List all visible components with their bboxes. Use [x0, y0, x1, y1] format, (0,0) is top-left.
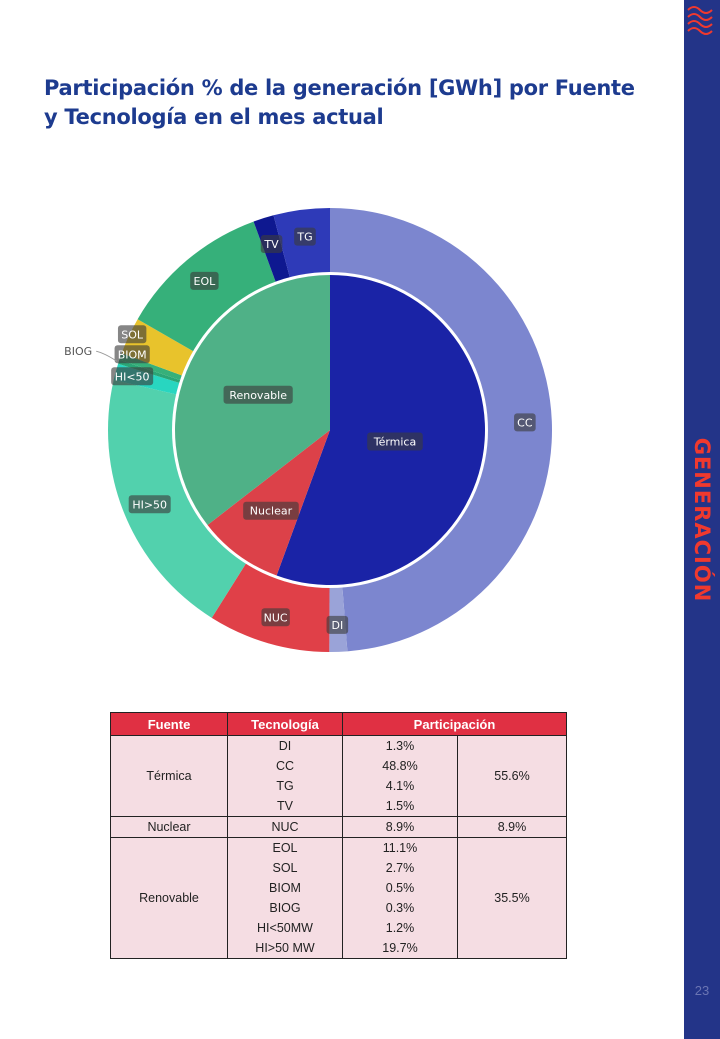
cell-participacion: 0.3% [343, 898, 458, 918]
label-nuclear [243, 502, 299, 520]
label-biom-text: BIOM [117, 348, 147, 362]
cell-tecnologia: SOL [228, 858, 343, 878]
cell-total: 8.9% [458, 817, 567, 838]
label-tv-text: TV [264, 237, 279, 251]
waves-logo-icon [684, 0, 720, 40]
nested-donut-chart [0, 150, 684, 700]
biog-leader-line [96, 351, 117, 361]
cell-total: 55.6% [458, 736, 567, 817]
cell-participacion: 1.5% [343, 796, 458, 817]
cell-participacion: 4.1% [343, 776, 458, 796]
cell-participacion: 0.5% [343, 878, 458, 898]
cell-fuente: Renovable [111, 838, 228, 959]
label-tg [294, 228, 316, 246]
label-sol [118, 325, 146, 343]
header-tecnologia: Tecnología [228, 713, 343, 736]
label-cc [514, 413, 536, 431]
label-t-rmica-text: Térmica [373, 435, 417, 449]
table-row [111, 838, 567, 859]
label-sol-text: SOL [121, 328, 144, 342]
label-renovable-text: Renovable [229, 388, 288, 402]
cell-fuente: Nuclear [111, 817, 228, 838]
inner-pie [175, 275, 485, 585]
cell-participacion: 2.7% [343, 858, 458, 878]
label-tg-text: TG [297, 230, 313, 244]
label-biog: BIOG [64, 345, 93, 359]
section-label: GENERACIÓN [690, 437, 714, 603]
label-higt50 [129, 495, 171, 513]
cell-tecnologia: DI [228, 736, 343, 757]
label-cc-text: CC [517, 416, 533, 430]
label-nuclear-text: Nuclear [249, 504, 293, 518]
cell-participacion: 48.8% [343, 756, 458, 776]
table-row [111, 736, 567, 757]
label-eol [190, 272, 218, 290]
table-body [111, 736, 567, 959]
table-header-row [111, 713, 567, 736]
page-number: 23 [694, 983, 710, 998]
label-nuc [261, 608, 289, 626]
cell-total: 35.5% [458, 838, 567, 959]
cell-participacion: 1.3% [343, 736, 458, 757]
label-di [327, 616, 349, 634]
page-title [44, 74, 644, 132]
cell-tecnologia: TV [228, 796, 343, 817]
cell-tecnologia: HI>50 MW [228, 938, 343, 959]
label-hilt50-text: HI<50 [114, 370, 150, 384]
cell-tecnologia: EOL [228, 838, 343, 859]
label-renovable [224, 386, 293, 404]
cell-tecnologia: CC [228, 756, 343, 776]
label-biom [115, 345, 150, 363]
label-tv [261, 235, 283, 253]
header-participacion: Participación [343, 713, 567, 736]
participation-table [110, 712, 567, 959]
label-hilt50 [111, 367, 153, 385]
label-di-text: DI [331, 618, 344, 632]
cell-fuente: Térmica [111, 736, 228, 817]
table-row [111, 817, 567, 838]
label-eol-text: EOL [193, 274, 216, 288]
label-t-rmica [367, 433, 423, 451]
cell-tecnologia: NUC [228, 817, 343, 838]
header-fuente: Fuente [111, 713, 228, 736]
cell-participacion: 19.7% [343, 938, 458, 959]
cell-tecnologia: BIOM [228, 878, 343, 898]
cell-tecnologia: HI<50MW [228, 918, 343, 938]
page-title-line-1: Participación % de la generación [GWh] por Fuente [44, 76, 635, 100]
cell-participacion: 11.1% [343, 838, 458, 859]
page-title-line-2: y Tecnología en el mes actual [44, 105, 384, 129]
label-higt50-text: HI>50 [132, 498, 168, 512]
cell-tecnologia: TG [228, 776, 343, 796]
label-nuc-text: NUC [263, 611, 288, 625]
cell-tecnologia: BIOG [228, 898, 343, 918]
cell-participacion: 1.2% [343, 918, 458, 938]
cell-participacion: 8.9% [343, 817, 458, 838]
